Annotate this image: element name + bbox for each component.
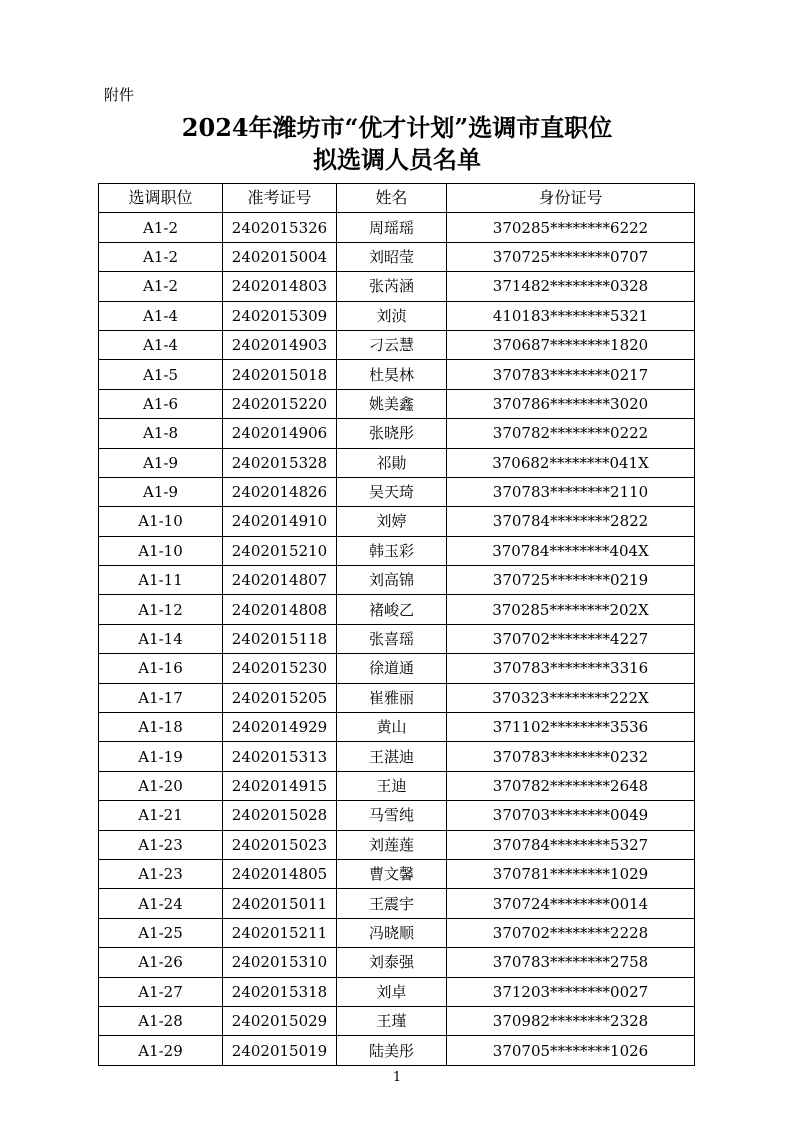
cell-id-number: 370783********0232: [447, 742, 695, 771]
cell-name: 姚美鑫: [337, 389, 447, 418]
cell-name: 刘卓: [337, 977, 447, 1006]
cell-position: A1-9: [99, 448, 223, 477]
cell-id-number: 370783********0217: [447, 360, 695, 389]
table-row: [99, 742, 695, 771]
cell-position: A1-29: [99, 1036, 223, 1065]
cell-id-number: 370982********2328: [447, 1006, 695, 1035]
cell-exam-number: 2402014915: [223, 771, 337, 800]
cell-name: 张喜瑶: [337, 624, 447, 653]
cell-exam-number: 2402015118: [223, 624, 337, 653]
table-row: [99, 389, 695, 418]
table-row: [99, 1006, 695, 1035]
table-row: [99, 272, 695, 301]
cell-id-number: 370323********222X: [447, 683, 695, 712]
cell-name: 王湛迪: [337, 742, 447, 771]
cell-name: 褚峻乙: [337, 595, 447, 624]
table-row: [99, 683, 695, 712]
page-number: 1: [392, 1070, 402, 1085]
cell-exam-number: 2402015019: [223, 1036, 337, 1065]
cell-id-number: 370703********0049: [447, 801, 695, 830]
cell-position: A1-18: [99, 713, 223, 742]
cell-position: A1-19: [99, 742, 223, 771]
table-row: [99, 918, 695, 947]
cell-name: 刘泰强: [337, 948, 447, 977]
cell-id-number: 370702********4227: [447, 624, 695, 653]
cell-id-number: 371482********0328: [447, 272, 695, 301]
cell-id-number: 370782********0222: [447, 419, 695, 448]
cell-name: 刘莲莲: [337, 830, 447, 859]
cell-exam-number: 2402015318: [223, 977, 337, 1006]
cell-exam-number: 2402015023: [223, 830, 337, 859]
cell-position: A1-2: [99, 272, 223, 301]
cell-position: A1-14: [99, 624, 223, 653]
cell-exam-number: 2402015004: [223, 242, 337, 271]
cell-id-number: 370285********202X: [447, 595, 695, 624]
cell-name: 黄山: [337, 713, 447, 742]
cell-position: A1-2: [99, 242, 223, 271]
cell-position: A1-20: [99, 771, 223, 800]
cell-id-number: 370725********0707: [447, 242, 695, 271]
table-row: [99, 859, 695, 888]
cell-name: 马雪纯: [337, 801, 447, 830]
cell-name: 陆美彤: [337, 1036, 447, 1065]
cell-id-number: 370725********0219: [447, 566, 695, 595]
table-row: [99, 213, 695, 242]
table-row: [99, 301, 695, 330]
table-row: [99, 771, 695, 800]
cell-name: 王瑾: [337, 1006, 447, 1035]
cell-position: A1-27: [99, 977, 223, 1006]
cell-id-number: 370724********0014: [447, 889, 695, 918]
table-row: [99, 654, 695, 683]
candidate-table: [98, 183, 695, 1066]
cell-exam-number: 2402015210: [223, 536, 337, 565]
cell-position: A1-23: [99, 830, 223, 859]
table-row: [99, 713, 695, 742]
cell-position: A1-11: [99, 566, 223, 595]
cell-exam-number: 2402015326: [223, 213, 337, 242]
cell-position: A1-24: [99, 889, 223, 918]
cell-name: 王迪: [337, 771, 447, 800]
table-row: [99, 330, 695, 359]
table-row: [99, 948, 695, 977]
cell-position: A1-21: [99, 801, 223, 830]
cell-name: 崔雅丽: [337, 683, 447, 712]
cell-position: A1-4: [99, 330, 223, 359]
table-row: [99, 566, 695, 595]
cell-id-number: 370705********1026: [447, 1036, 695, 1065]
table-row: [99, 889, 695, 918]
table-row: [99, 977, 695, 1006]
table-row: [99, 419, 695, 448]
cell-position: A1-12: [99, 595, 223, 624]
table-row: [99, 448, 695, 477]
cell-exam-number: 2402015018: [223, 360, 337, 389]
cell-exam-number: 2402014903: [223, 330, 337, 359]
cell-exam-number: 2402015310: [223, 948, 337, 977]
cell-exam-number: 2402014805: [223, 859, 337, 888]
cell-exam-number: 2402014803: [223, 272, 337, 301]
table-row: [99, 801, 695, 830]
cell-id-number: 370784********404X: [447, 536, 695, 565]
cell-exam-number: 2402015220: [223, 389, 337, 418]
document-title-line2: 拟选调人员名单: [313, 145, 481, 174]
cell-exam-number: 2402015313: [223, 742, 337, 771]
cell-position: A1-2: [99, 213, 223, 242]
cell-id-number: 370784********2822: [447, 507, 695, 536]
table-row: [99, 360, 695, 389]
table-body: [99, 213, 695, 1065]
cell-exam-number: 2402015205: [223, 683, 337, 712]
cell-name: 刁云慧: [337, 330, 447, 359]
cell-position: A1-17: [99, 683, 223, 712]
cell-position: A1-26: [99, 948, 223, 977]
cell-id-number: 370784********5327: [447, 830, 695, 859]
table-row: [99, 242, 695, 271]
cell-id-number: 370782********2648: [447, 771, 695, 800]
cell-name: 冯晓顺: [337, 918, 447, 947]
cell-position: A1-25: [99, 918, 223, 947]
cell-exam-number: 2402014808: [223, 595, 337, 624]
cell-id-number: 370682********041X: [447, 448, 695, 477]
attachment-label: 附件: [104, 86, 135, 104]
table-header-row: [99, 184, 695, 213]
cell-name: 韩玉彩: [337, 536, 447, 565]
column-header-id-number: 身份证号: [447, 184, 695, 213]
cell-id-number: 370285********6222: [447, 213, 695, 242]
table-row: [99, 507, 695, 536]
cell-id-number: 371102********3536: [447, 713, 695, 742]
column-header-position: 选调职位: [99, 184, 223, 213]
cell-name: 吴天琦: [337, 477, 447, 506]
cell-id-number: 370783********3316: [447, 654, 695, 683]
cell-position: A1-4: [99, 301, 223, 330]
cell-exam-number: 2402014826: [223, 477, 337, 506]
cell-id-number: 370687********1820: [447, 330, 695, 359]
cell-id-number: 370783********2110: [447, 477, 695, 506]
cell-name: 刘高锦: [337, 566, 447, 595]
document-title-line1: 2024年潍坊市“优才计划”选调市直职位: [181, 113, 613, 142]
cell-name: 刘昭莹: [337, 242, 447, 271]
cell-position: A1-6: [99, 389, 223, 418]
cell-id-number: 370783********2758: [447, 948, 695, 977]
cell-id-number: 371203********0027: [447, 977, 695, 1006]
cell-exam-number: 2402014906: [223, 419, 337, 448]
cell-position: A1-8: [99, 419, 223, 448]
cell-id-number: 410183********5321: [447, 301, 695, 330]
table-row: [99, 1036, 695, 1065]
cell-exam-number: 2402015230: [223, 654, 337, 683]
cell-exam-number: 2402015328: [223, 448, 337, 477]
cell-exam-number: 2402015011: [223, 889, 337, 918]
column-header-exam-number: 准考证号: [223, 184, 337, 213]
table-row: [99, 536, 695, 565]
cell-name: 杜昊林: [337, 360, 447, 389]
table-row: [99, 830, 695, 859]
cell-exam-number: 2402015028: [223, 801, 337, 830]
column-header-name: 姓名: [337, 184, 447, 213]
cell-exam-number: 2402015029: [223, 1006, 337, 1035]
cell-name: 张芮涵: [337, 272, 447, 301]
cell-position: A1-10: [99, 507, 223, 536]
table-row: [99, 595, 695, 624]
cell-name: 徐道通: [337, 654, 447, 683]
cell-exam-number: 2402015309: [223, 301, 337, 330]
cell-name: 周瑶瑶: [337, 213, 447, 242]
cell-name: 张晓彤: [337, 419, 447, 448]
cell-exam-number: 2402014807: [223, 566, 337, 595]
cell-name: 刘婷: [337, 507, 447, 536]
cell-name: 曹文馨: [337, 859, 447, 888]
cell-exam-number: 2402014910: [223, 507, 337, 536]
cell-position: A1-5: [99, 360, 223, 389]
cell-exam-number: 2402014929: [223, 713, 337, 742]
cell-id-number: 370786********3020: [447, 389, 695, 418]
cell-position: A1-9: [99, 477, 223, 506]
cell-position: A1-16: [99, 654, 223, 683]
cell-name: 祁勛: [337, 448, 447, 477]
cell-id-number: 370702********2228: [447, 918, 695, 947]
cell-exam-number: 2402015211: [223, 918, 337, 947]
cell-name: 刘浈: [337, 301, 447, 330]
cell-position: A1-28: [99, 1006, 223, 1035]
table-row: [99, 477, 695, 506]
cell-position: A1-10: [99, 536, 223, 565]
cell-id-number: 370781********1029: [447, 859, 695, 888]
cell-position: A1-23: [99, 859, 223, 888]
cell-name: 王震宇: [337, 889, 447, 918]
table-row: [99, 624, 695, 653]
